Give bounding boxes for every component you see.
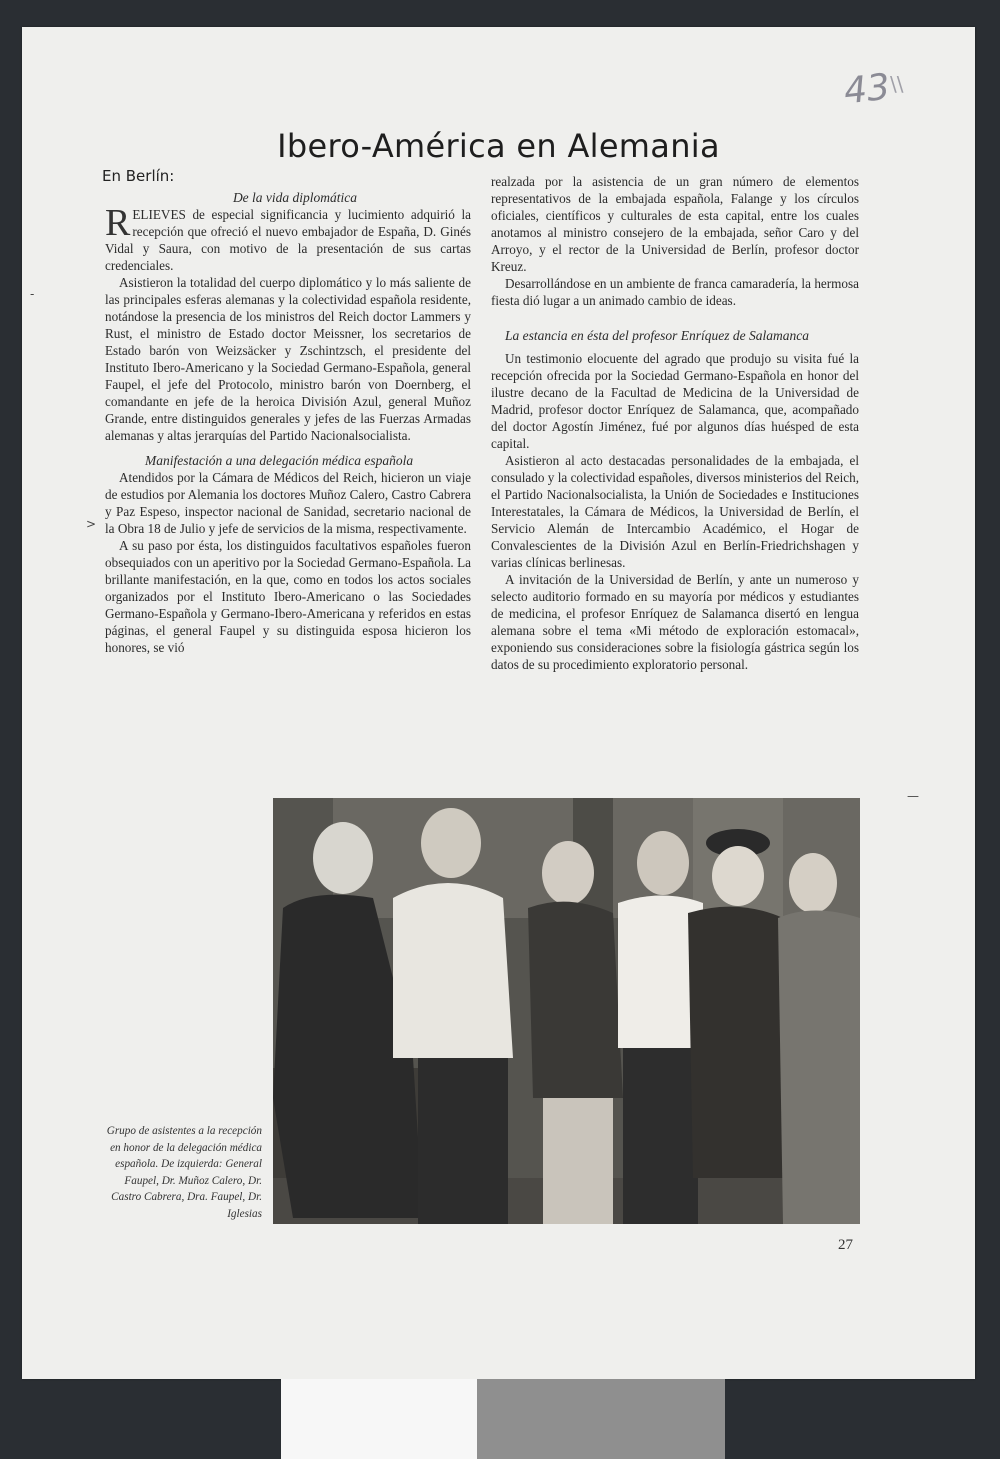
margin-mark: —: [907, 789, 919, 803]
margin-mark: -: [30, 287, 35, 301]
paragraph: A invitación de la Universidad de Berlín, y ante un numeroso y selecto auditorio formado en su mayoría por médicos y estudiantes de medicina, el profesor Enríquez de Salamanca disertó en lengua alemana sobre el tema «Mi método de exploración estomacal», exponiendo sus consideraciones sobre la fisiología gástrica según los datos de su procedimiento exploratorio personal.: [491, 572, 859, 672]
article-title: Ibero-América en Alemania: [277, 127, 720, 165]
paragraph: RELIEVES de especial significancia y lucimiento adquirió la recepción que ofreció el nuevo embajador de España, D. Ginés Vidal y Saura, con motivo de la presentación de sus cartas credenciales.: [105, 202, 471, 273]
scan-strip-white: [281, 1379, 477, 1459]
paragraph: Asistieron al acto destacadas personalidades de la embajada, el consulado y la colectividad españoles, diversos ministerios del Reich, el Partido Nacionalsocialista, la Unión de Sociedades e Instituciones Interestatales, la Cámara de Médicos, la Universidad de Berlín, el Servicio Alemán de Intercambio Académico, el Hogar de Convalescientes de la División Azul en Berlín-Friedrichshagen y varias clínicas berlinesas.: [491, 453, 859, 570]
group-photograph: [273, 798, 860, 1224]
handwritten-marks: \\: [890, 72, 904, 96]
handwritten-page-number: 43: [841, 66, 892, 113]
paragraph: Atendidos por la Cámara de Médicos del Reich, hicieron un viaje de estudios por Alemania los doctores Muñoz Calero, Castro Cabrera y Paz Espeso, inspector nacional de Sanidad, secretario nacional de la Obra 18 de Julio y jefe de servicios de la misma, respectivamente.: [105, 470, 471, 536]
right-column: [491, 173, 859, 673]
drop-cap: R: [105, 202, 131, 244]
document-page: [22, 27, 975, 1379]
paragraph: Asistieron la totalidad del cuerpo diplomático y lo más saliente de las principales esferas alemanas y la colectividad española residente, notándose la presencia de los ministros del Reich doctor Lammers y Rust, el ministro de Estado doctor Meissner, los secretarios de Estado barón von Weizsäcker y Zschintzsch, el presidente del Instituto Ibero-Americano y la Sociedad Germano-Española, general Faupel, el jefe del Protocolo, ministro barón von Doernberg, el comandante en jefe de la heroica División Azul, general Muñoz Grande, entre distinguidos generales y jefes de las Fuerzas Armadas alemanas y altas jerarquías del Partido Nacionalsocialista.: [105, 275, 471, 443]
subheading-professor-visit: La estancia en ésta del profesor Enríquez de Salamanca: [505, 328, 809, 343]
section-heading: En Berlín:: [102, 167, 175, 185]
paragraph: Un testimonio elocuente del agrado que produjo su visita fué la recepción ofrecida por la Sociedad Germano-Española en honor del ilustre decano de la Facultad de Medicina de la Universidad de Madrid, profesor doctor Enríquez de Salamanca, que, acompañado del doctor Agostín Jiménez, fué por algunos días huésped de esta capital.: [491, 351, 859, 451]
paragraph: Desarrollándose en un ambiente de franca camaradería, la hermosa fiesta dió lugar a un animado cambio de ideas.: [491, 276, 859, 308]
paragraph: A su paso por ésta, los distinguidos facultativos españoles fueron obsequiados con un aperitivo por la Sociedad Germano-Española. La brillante manifestación, en la que, como en todos los actos sociales organizados por el Instituto Ibero-Americano o las Sociedades Germano-Española y Germano-Ibero-Americana y referidos en estas páginas, el general Faupel y su distinguida esposa hicieron los honores, se vió: [105, 538, 471, 655]
left-column: [105, 189, 471, 656]
margin-mark: >: [86, 517, 97, 531]
paragraph: realzada por la asistencia de un gran número de elementos representativos de la embajada española, Falange y los círculos oficiales, científicos y culturales de esta capital, entre los cuales anotamos al ministro consejero de la embajada, señor Caro y del Arroyo, y el rector de la Universidad de Berlín, profesor doctor Kreuz.: [491, 174, 859, 274]
subheading-diplomatic-life: De la vida diplomática: [232, 190, 358, 205]
scan-strip-gray: [477, 1379, 725, 1459]
subheading-medical-delegation: Manifestación a una delegación médica española: [145, 453, 414, 468]
photo-caption: Grupo de asistentes a la recepción en honor de la delegación médica española. De izquierda: General Faupel, Dr. Muñoz Calero, Dr. Castro Cabrera, Dra. Faupel, Dr. Iglesias: [106, 1125, 262, 1220]
page-number: 27: [838, 1237, 853, 1253]
